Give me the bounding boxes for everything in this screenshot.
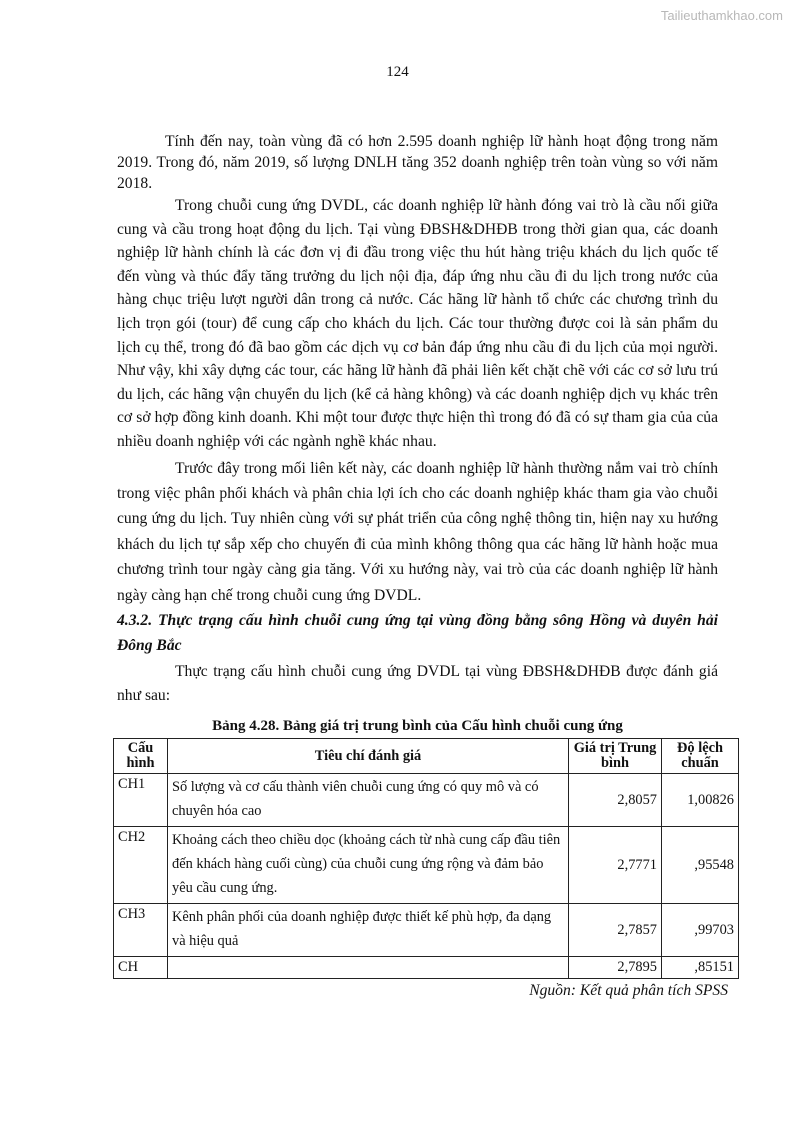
table-row (114, 827, 739, 904)
row-criteria (168, 957, 569, 979)
paragraph-1: Tính đến nay, toàn vùng đã có hơn 2.595 doanh nghiệp lữ hành hoạt động trong năm 2019. Trong đó, năm 2019, số lượng DNLH tăng 352 doanh nghiệp trên toàn vùng so với năm 2018. (117, 133, 718, 192)
row-mean: 2,8057 (569, 774, 662, 827)
header-criteria: Tiêu chí đánh giá (168, 739, 569, 774)
row-criteria: Kênh phân phối của doanh nghiệp được thiết kế phù hợp, đa dạng và hiệu quả (168, 904, 569, 957)
row-mean: 2,7895 (569, 957, 662, 979)
watermark: Tailieuthamkhao.com (660, 8, 783, 23)
intro-paragraph: Thực trạng cấu hình chuỗi cung ứng DVDL tại vùng ĐBSH&DHĐB được đánh giá như sau: (117, 663, 718, 705)
header-sd: Độ lệch chuẩn (662, 739, 739, 774)
row-mean: 2,7771 (569, 827, 662, 904)
table-row (114, 774, 739, 827)
table-source-note: Nguồn: Kết quả phân tích SPSS (529, 982, 728, 1000)
row-criteria: Khoảng cách theo chiều dọc (khoảng cách từ nhà cung cấp đầu tiên đến khách hàng cuối cùng) của chuỗi cung ứng rộng và đảm bảo yêu cầu cung ứng. (168, 827, 569, 904)
row-criteria: Số lượng và cơ cấu thành viên chuỗi cung ứng có quy mô và có chuyên hóa cao (168, 774, 569, 827)
paragraph-2: Trong chuỗi cung ứng DVDL, các doanh nghiệp lữ hành đóng vai trò là cầu nối giữa cung và cầu trong hoạt động du lịch. Tại vùng ĐBSH&DHĐB trong thời gian qua, các doanh nghiệp lữ hành chính là các đơn vị đi đầu trong việc thu hút hàng triệu khách du lịch quốc tế đến vùng và thúc đẩy tăng trưởng du lịch nội địa, đáp ứng nhu cầu đi du lịch trong nước của hàng chục triệu lượt người dân trong cả nước. Các hãng lữ hành tổ chức các chương trình du lịch trọn gói (tour) để cung cấp cho khách du lịch. Các tour thường được coi là sản phẩm du lịch cụ thể, trong đó đã bao gồm các dịch vụ cơ bản đáp ứng nhu cầu đi du lịch của mọi người. Như vậy, khi xây dựng các tour, các hãng lữ hành đã phải liên kết chặt chẽ với các cơ sở lưu trú du lịch, các hãng vận chuyển du lịch (kể cả hàng không) và các doanh nghiệp dịch vụ khác trên cơ sở hợp đồng kinh doanh. Khi một tour được thực hiện thì trong đó đã có sự tham gia của của nhiều doanh nghiệp với các ngành nghề khác nhau. (117, 197, 718, 450)
row-sd: ,95548 (662, 827, 739, 904)
row-sd: ,99703 (662, 904, 739, 957)
row-code: CH1 (114, 774, 168, 827)
row-sd: ,85151 (662, 957, 739, 979)
header-mean: Giá trị Trung bình (569, 739, 662, 774)
table-header-row (114, 739, 739, 774)
row-code: CH (114, 957, 168, 979)
table-row (114, 904, 739, 957)
row-code: CH2 (114, 827, 168, 904)
row-sd: 1,00826 (662, 774, 739, 827)
header-code: Cấu hình (114, 739, 168, 774)
section-heading: 4.3.2. Thực trạng cấu hình chuỗi cung ứng tại vùng đồng bằng sông Hồng và duyên hải Đông Bắc (117, 611, 718, 654)
data-table (113, 738, 739, 979)
page-body (117, 131, 734, 1000)
table-caption: Bảng 4.28. Bảng giá trị trung bình của Cấu hình chuỗi cung ứng (212, 718, 623, 735)
table-row (114, 957, 739, 979)
page-number: 124 (386, 64, 409, 80)
row-code: CH3 (114, 904, 168, 957)
row-mean: 2,7857 (569, 904, 662, 957)
paragraph-3: Trước đây trong mối liên kết này, các doanh nghiệp lữ hành thường nắm vai trò chính trong việc phân phối khách và phân chia lợi ích cho các doanh nghiệp khác tham gia vào chuỗi cung ứng du lịch. Tuy nhiên cùng với sự phát triển của công nghệ thông tin, hiện nay xu hướng khách du lịch tự sắp xếp cho chuyến đi của mình không thông qua các hãng lữ hành hoặc mua chương trình tour ngày càng gia tăng. Với xu hướng này, vai trò của các doanh nghiệp lữ hành ngày càng hạn chế trong chuỗi cung ứng DVDL. (117, 459, 718, 604)
